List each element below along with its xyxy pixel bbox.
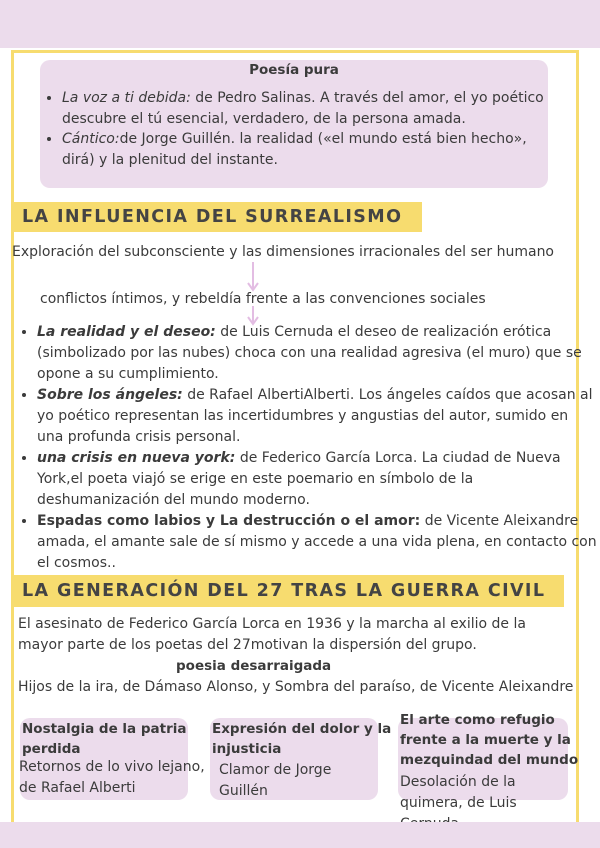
card-title: Expresión del dolor y la injusticia [212,721,392,757]
card-text: Clamor de Jorge Guillén [219,762,332,799]
work-description: de Rafael AlbertiAlberti. Los ángeles caídos que acosan al yo poético representan las incertidumbres y angustias del autor, sumido en una profunda crisis personal. [37,387,593,445]
card-text: Retornos de lo vivo lejano, de Rafael Alberti [19,759,205,796]
section-heading-surrealismo: LA INFLUENCIA DEL SURREALISMO [14,202,422,232]
list-item [37,322,597,385]
work-description: de Federico García Lorca. La ciudad de Nueva York,el poeta viajó se erige en este poemario en símbolo de la deshumanización del mundo moderno. [37,450,561,508]
top-band [0,0,600,48]
card-text: Desolación de la quimera, de Luis [400,774,517,811]
card-title: Nostalgia de la patria perdida [22,721,187,757]
work-title: Sobre los ángeles: [37,387,183,403]
work-description: de Jorge Guillén. la realidad («el mundo está bien hecho», dirá) y la plenitud del instante. [62,131,527,168]
poesia-desarraigada-heading: poesia desarraigada [176,658,332,674]
list-item [62,129,562,170]
work-description: de Pedro Salinas. A través del amor, el yo poético descubre el tú esencial, verdadero, de la persona amada. [62,90,544,127]
section-heading-guerra-civil: LA GENERACIÓN DEL 27 TRAS LA GUERRA CIVIL [14,575,564,607]
list-item [37,385,597,448]
work-title: Espadas como labios y La destrucción o el amor: [37,513,421,529]
guerra-paragraph: El asesinato de Federico García Lorca en 1936 y la marcha al exilio de la mayor parte de los poetas del 27motivan la dispersión del grupo. [18,616,526,653]
work-title: La realidad y el deseo: [37,324,216,340]
surrealismo-list [22,322,597,574]
surrealismo-line-2: conflictos íntimos, y rebeldía frente a las convenciones sociales [40,291,486,307]
bottom-band [0,822,600,848]
poesia-pura-list [48,88,562,170]
list-item [62,88,562,129]
surrealismo-line-1: Exploración del subconsciente y las dimensiones irracionales del ser humano [12,244,555,260]
poesia-desarraigada-text: Hijos de la ira, de Dámaso Alonso, y Sombra del paraíso, de Vicente Aleixandre [18,679,574,695]
list-item [37,448,597,511]
list-item [37,511,597,574]
work-title: una crisis en nueva york: [37,450,236,466]
poesia-pura-title: Poesía pura [249,62,339,78]
down-arrow-icon [247,262,259,292]
work-description: de Vicente Aleixandre amada, el amante sale de sí mismo y accede a una vida plena, en contacto con el cosmos.. [37,513,597,571]
work-title: Cántico: [62,131,120,147]
card-title: El arte como refugio frente a la muerte y la mezquindad del mundo [400,712,579,768]
work-title: La voz a ti debida: [62,90,191,106]
work-description: de Luis Cernuda el deseo de realización erótica (simbolizado por las nubes) choca con una realidad agresiva (el muro) que se opone a su cumplimiento. [37,324,582,382]
